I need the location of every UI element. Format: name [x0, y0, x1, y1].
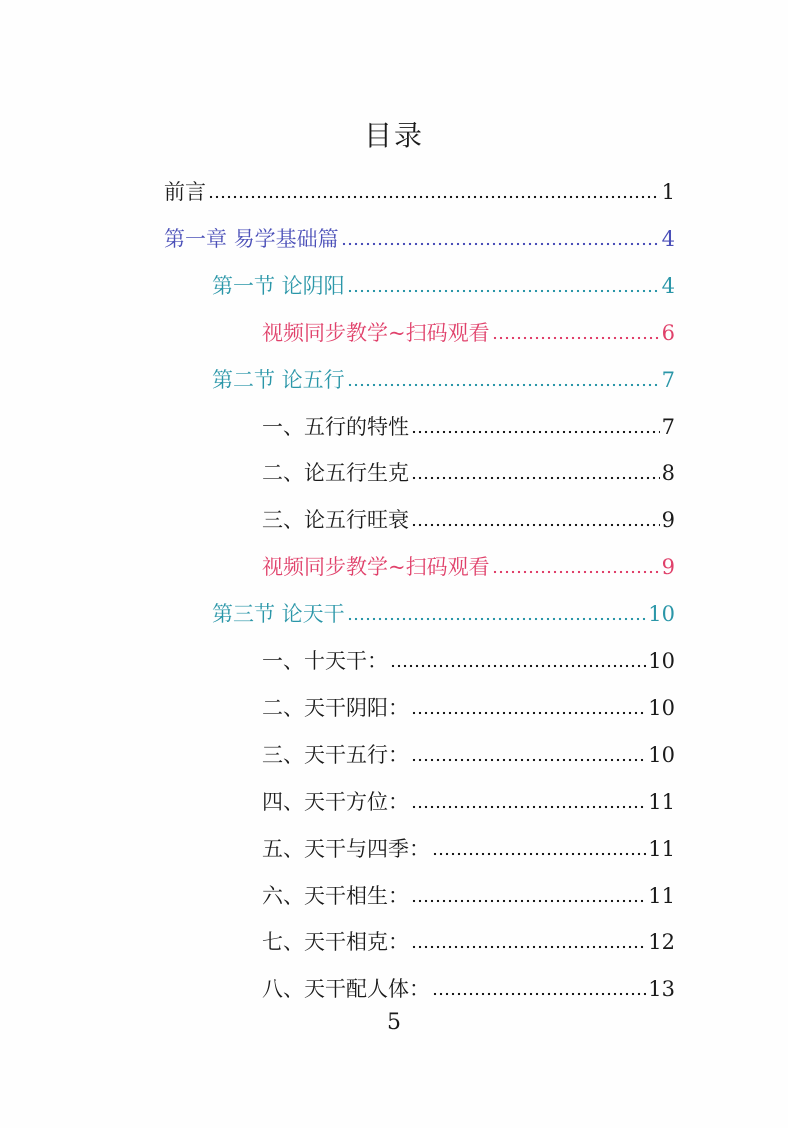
- toc-entry-label: 视频同步教学~扫码观看: [262, 320, 490, 345]
- toc-entry-page-number: 9: [661, 555, 675, 580]
- toc-entry-label: 一、十天干：: [262, 649, 388, 673]
- toc-entry[interactable]: [262, 833, 675, 865]
- toc-entry-page-number: 10: [648, 695, 675, 720]
- dot-leader: [411, 803, 646, 811]
- toc-entry[interactable]: [262, 645, 675, 677]
- toc-entry-page-number: 11: [648, 883, 675, 908]
- toc-entry-label: 第一节 论阴阳: [212, 273, 345, 298]
- dot-leader: [411, 521, 660, 529]
- toc-entry[interactable]: [262, 411, 675, 443]
- toc-entry-page-number: 4: [661, 273, 675, 298]
- toc-entry-label: 第三节 论天干: [212, 602, 345, 627]
- dot-leader: [411, 474, 660, 482]
- toc-entry-page-number: 4: [661, 226, 675, 251]
- toc-entry-label: 八、天干配人体：: [262, 977, 430, 1002]
- toc-entry-page-number: 10: [648, 742, 675, 767]
- toc-entry[interactable]: [262, 317, 675, 349]
- toc-entry-page-number: 7: [661, 414, 675, 439]
- toc-entry-label: 三、论五行旺衰: [262, 508, 409, 533]
- toc-entry-label: 第一章 易学基础篇: [164, 226, 339, 251]
- toc-entry-page-number: 10: [648, 602, 675, 627]
- toc-entry-label: 二、论五行生克: [262, 461, 409, 486]
- toc-entry-page-number: 11: [648, 836, 675, 861]
- dot-leader: [208, 193, 660, 201]
- toc-entry-page-number: 1: [661, 180, 675, 204]
- dot-leader: [411, 756, 646, 764]
- toc-entry-page-number: 7: [661, 367, 675, 392]
- toc-entry-label: 二、天干阴阳：: [262, 695, 409, 720]
- toc-entry-label: 三、天干五行：: [262, 742, 409, 767]
- toc-entry[interactable]: [212, 364, 675, 396]
- page-title: 目录: [363, 119, 424, 152]
- toc-entry[interactable]: [262, 926, 675, 958]
- dot-leader: [347, 287, 660, 295]
- dot-leader: [390, 662, 646, 670]
- dot-leader: [347, 615, 647, 623]
- dot-leader: [411, 943, 646, 951]
- toc-entry-page-number: 6: [661, 320, 675, 345]
- page-number: 5: [387, 1010, 401, 1035]
- toc-entry[interactable]: [262, 504, 675, 536]
- toc-entry[interactable]: [262, 880, 675, 912]
- toc-entry-label: 五、天干与四季：: [262, 836, 430, 861]
- toc-entry-label: 七、天干相克：: [262, 930, 409, 955]
- toc-entry-label: 六、天干相生：: [262, 883, 409, 908]
- toc-entry[interactable]: [262, 739, 675, 771]
- dot-leader: [411, 428, 660, 436]
- toc-entry-label: 第二节 论五行: [212, 367, 345, 392]
- toc-entry[interactable]: [262, 457, 675, 489]
- toc-entry[interactable]: [262, 973, 675, 1005]
- dot-leader: [411, 709, 646, 717]
- toc-entry-label: 一、五行的特性: [262, 414, 409, 439]
- toc-entry-page-number: 12: [648, 930, 675, 955]
- toc-entry[interactable]: [212, 270, 675, 302]
- toc-entry[interactable]: [164, 223, 675, 255]
- dot-leader: [432, 850, 646, 858]
- dot-leader: [432, 990, 646, 998]
- dot-leader: [492, 568, 660, 576]
- dot-leader: [347, 381, 660, 389]
- toc-entry[interactable]: [262, 551, 675, 583]
- toc-entry-label: 四、天干方位：: [262, 789, 409, 814]
- toc-entry[interactable]: [262, 786, 675, 818]
- toc-entry-page-number: 11: [648, 789, 675, 814]
- toc-entry-page-number: 10: [648, 649, 675, 673]
- toc-entry[interactable]: [262, 692, 675, 724]
- toc-entry[interactable]: [164, 176, 675, 208]
- dot-leader: [341, 240, 660, 248]
- toc-entry-page-number: 9: [661, 508, 675, 533]
- toc-entry[interactable]: [212, 598, 675, 630]
- toc-entry-page-number: 8: [661, 461, 675, 486]
- toc-entry-page-number: 13: [648, 977, 675, 1002]
- dot-leader: [492, 334, 660, 342]
- toc-entry-label: 前言: [164, 180, 206, 204]
- toc-entry-label: 视频同步教学~扫码观看: [262, 555, 490, 580]
- dot-leader: [411, 897, 646, 905]
